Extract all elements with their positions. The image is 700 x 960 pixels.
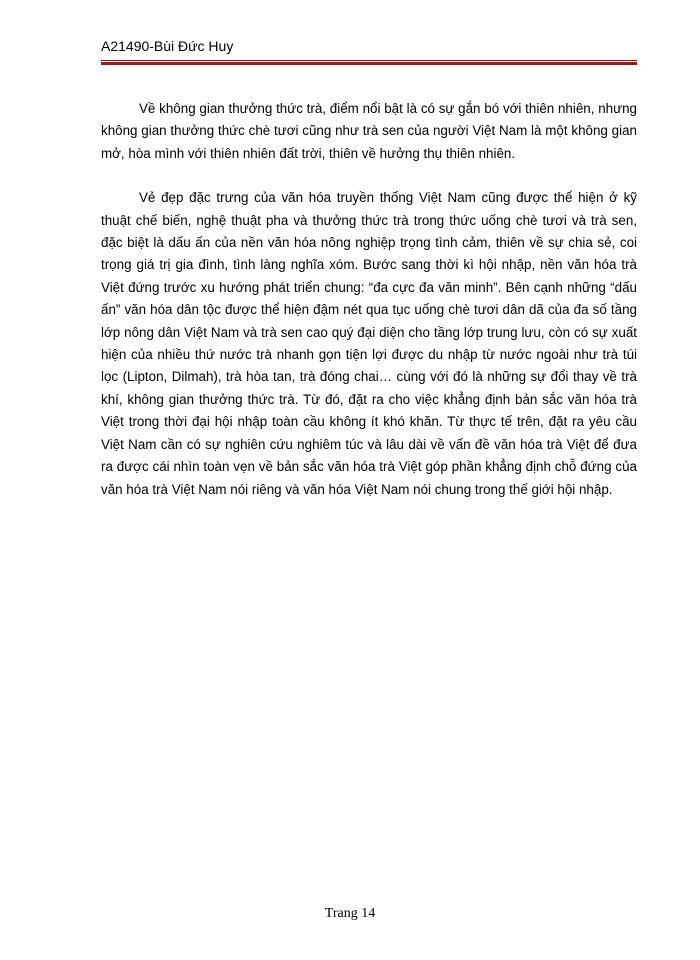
- paragraph-tea-culture: Vẻ đẹp đặc trưng của văn hóa truyền thống Việt Nam cũng được thể hiện ở kỹ thuật chế biến, nghệ thuật pha và thưởng thức trà trong thức uống chè tươi và trà sen, đặc biệt là dấu ấn của nền văn hóa nông nghiệp trọng tình cảm, thiên về sự chia sẻ, coi trọng giá trị gia đình, tình làng nghĩa xóm. Bước sang thời kì hội nhập, nền văn hóa trà Việt đứng trước xu hướng phát triển chung: “đa cực đa văn minh”. Bên cạnh những “dấu ấn” văn hóa dân tộc được thể hiện đậm nét qua tục uống chè tươi dân dã của đa số tầng lớp nông dân Việt Nam và trà sen cao quý đại diện cho tầng lớp trung lưu, còn có sự xuất hiện của nhiều thứ nước trà nhanh gọn tiện lợi được du nhập từ nước ngoài như trà túi lọc (Lipton, Dilmah), trà hòa tan, trà đóng chai… cùng với đó là những sự đổi thay về trà khí, không gian thưởng thức trà. Từ đó, đặt ra cho việc khẳng định bản sắc văn hóa trà Việt trong thời đại hội nhập toàn cầu không ít khó khăn. Từ thực tế trên, đặt ra yêu cầu Việt Nam cần có sự nghiên cứu nghiêm túc và lâu dài về vấn đề văn hóa trà Việt để đưa ra được cái nhìn toàn vẹn về bản sắc văn hóa trà Việt góp phần khẳng định chỗ đứng của văn hóa trà Việt Nam nói riêng và văn hóa Việt Nam nói chung trong thế giới hội nhập.: [101, 190, 637, 497]
- page-header: [101, 37, 637, 65]
- header-rule-thick-line: [101, 62, 637, 65]
- body-text: [101, 98, 637, 501]
- page-number: Trang 14: [324, 906, 376, 921]
- header-rule: [101, 60, 637, 65]
- paragraph-tea-space: Về không gian thưởng thức trà, điểm nổi bật là có sự gắn bó với thiên nhiên, nhưng không gian thưởng thức chè tươi cũng như trà sen của người Việt Nam là một không gian mở, hòa mình với thiên nhiên đất trời, thiên về hưởng thụ thiên nhiên.: [101, 101, 637, 161]
- header-rule-thin-line: [101, 60, 637, 61]
- header-title: A21490-Bùi Đức Huy: [101, 38, 234, 54]
